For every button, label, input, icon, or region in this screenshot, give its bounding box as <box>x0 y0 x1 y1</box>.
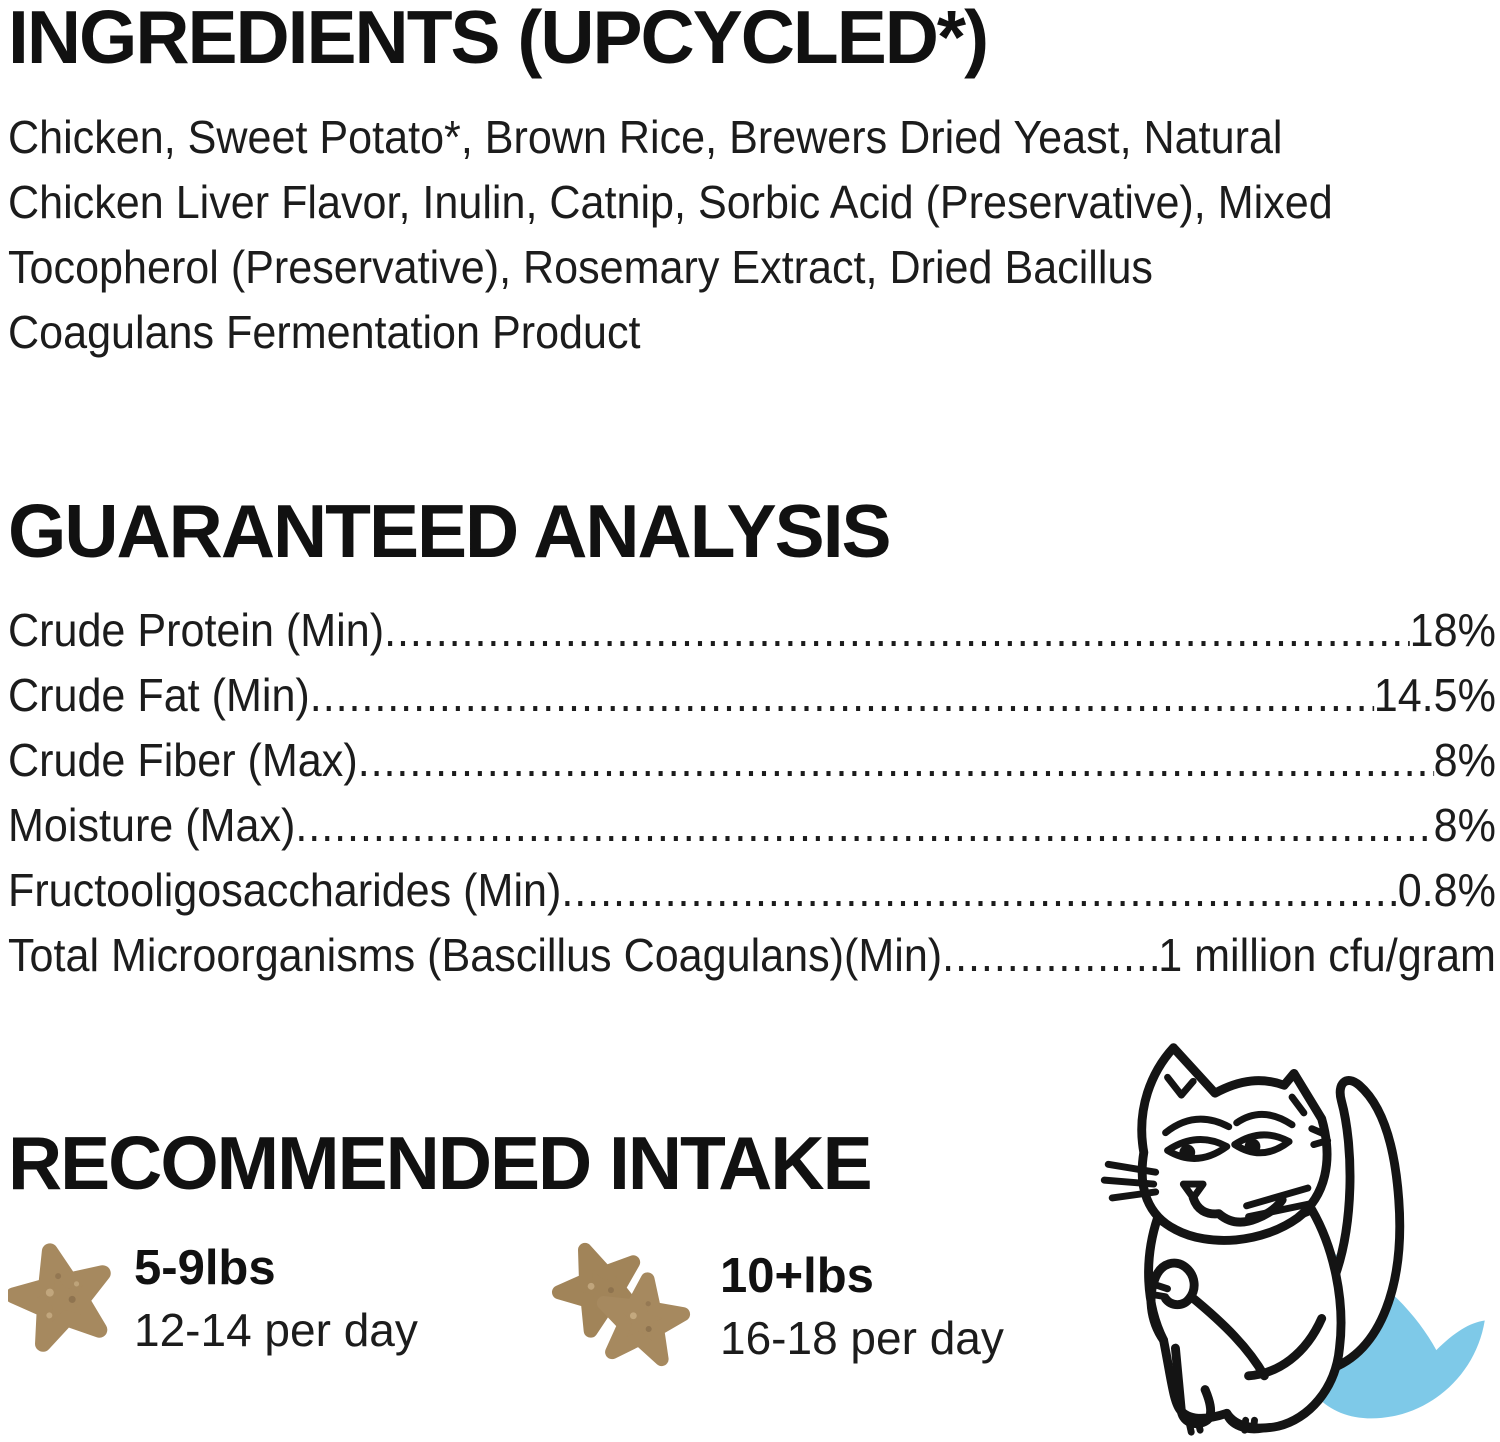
dot-leader <box>384 598 1410 663</box>
ingredients-heading: INGREDIENTS (UPCYCLED*) <box>8 0 988 79</box>
intake-item-small-cat <box>8 1235 418 1362</box>
ingredients-list <box>8 105 1496 365</box>
analysis-row-crude-protein <box>8 598 1496 663</box>
intake-text <box>720 1245 1004 1369</box>
ingredients-section <box>8 0 1492 365</box>
analysis-row-crude-fat <box>8 663 1496 728</box>
analysis-row-total-microorganisms <box>8 923 1496 988</box>
intake-weight-range: 5-9lbs <box>134 1240 276 1295</box>
dot-leader <box>942 923 1158 988</box>
intake-text <box>134 1237 418 1361</box>
analysis-label: Crude Fat (Min) <box>8 669 310 721</box>
analysis-label: Moisture (Max) <box>8 799 296 851</box>
intake-item-large-cat <box>548 1235 1004 1378</box>
analysis-label: Crude Fiber (Max) <box>8 734 358 786</box>
intake-weight-range: 10+lbs <box>720 1248 874 1303</box>
analysis-value: 0.8% <box>1397 864 1496 916</box>
ingredients-line: Chicken, Sweet Potato*, Brown Rice, Brewers Dried Yeast, Natural <box>8 111 1283 163</box>
analysis-value: 18% <box>1409 604 1496 656</box>
analysis-row-crude-fiber <box>8 728 1496 793</box>
analysis-table <box>8 598 1496 988</box>
dot-leader <box>295 793 1433 858</box>
analysis-label: Fructooligosaccharides (Min) <box>8 864 562 916</box>
double-star-treat-icon <box>548 1235 700 1378</box>
guaranteed-analysis-section <box>8 489 1496 988</box>
analysis-value: 8% <box>1433 799 1496 851</box>
analysis-value: 1 million cfu/gram <box>1158 929 1496 981</box>
dot-leader <box>358 728 1434 793</box>
intake-serving: 16-18 per day <box>720 1311 1004 1364</box>
analysis-row-fructooligosaccharides <box>8 858 1496 923</box>
analysis-label: Crude Protein (Min) <box>8 604 385 656</box>
guaranteed-analysis-heading: GUARANTEED ANALYSIS <box>8 489 890 573</box>
head <box>1104 1048 1327 1241</box>
recommended-intake-heading: RECOMMENDED INTAKE <box>8 1121 871 1205</box>
intake-serving: 12-14 per day <box>134 1303 418 1356</box>
cat-with-cape-illustration <box>1098 1022 1494 1442</box>
ingredients-line: Tocopherol (Preservative), Rosemary Extract, Dried Bacillus <box>8 241 1153 293</box>
dot-leader <box>561 858 1397 923</box>
ingredients-line: Chicken Liver Flavor, Inulin, Catnip, Sorbic Acid (Preservative), Mixed <box>8 176 1333 228</box>
ingredients-line: Coagulans Fermentation Product <box>8 306 641 358</box>
star-treat-icon <box>8 1235 114 1362</box>
analysis-value: 14.5% <box>1373 669 1496 721</box>
analysis-value: 8% <box>1433 734 1496 786</box>
analysis-label: Total Microorganisms (Bascillus Coagulans)(Min) <box>8 929 943 981</box>
dot-leader <box>310 663 1374 728</box>
analysis-row-moisture <box>8 793 1496 858</box>
